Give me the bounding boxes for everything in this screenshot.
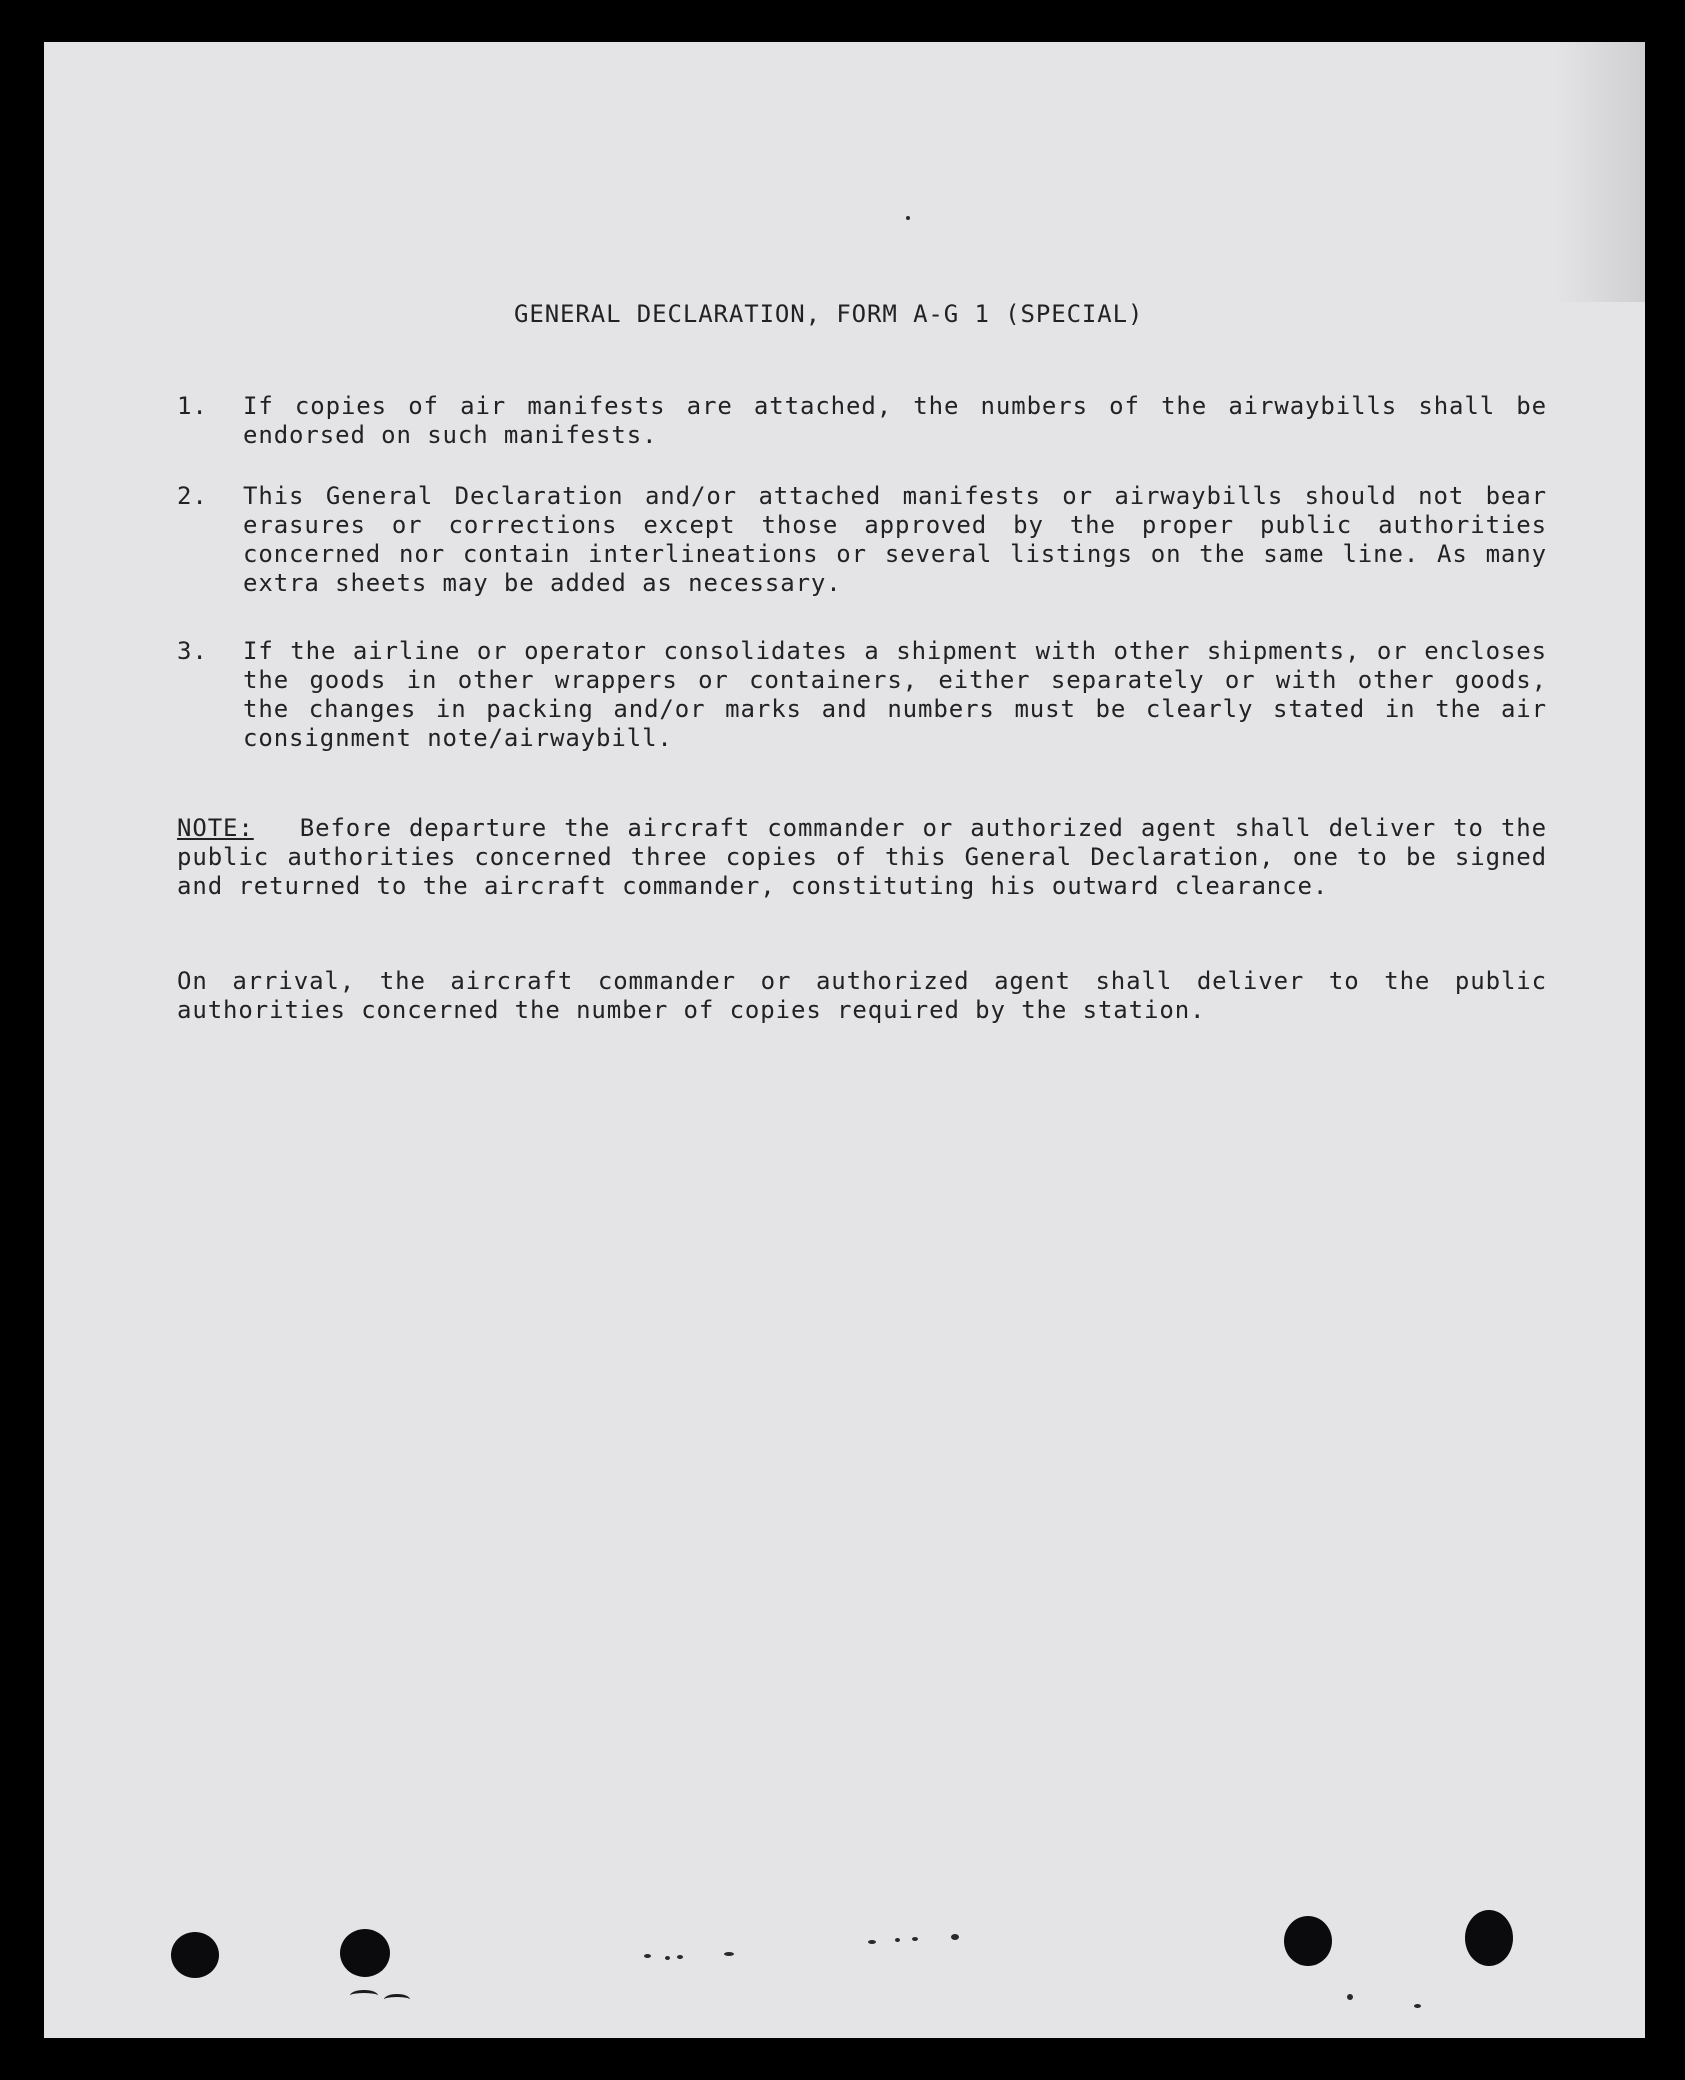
note-paragraph <box>177 814 1547 901</box>
item-text: If copies of air manifests are attached, the numbers of the airwaybills shall be endorsed on such manifests. <box>243 392 1547 449</box>
item-number: 3. <box>177 637 208 665</box>
page-edge-shadow <box>1555 42 1645 302</box>
scan-speck <box>868 1940 876 1944</box>
item-number: 2. <box>177 482 208 510</box>
scan-mark-stroke <box>350 1990 378 2001</box>
item-number: 1. <box>177 392 208 420</box>
document-title: GENERAL DECLARATION, FORM A-G 1 (SPECIAL) <box>514 300 1144 328</box>
note-text: Before departure the aircraft commander or authorized agent shall deliver to the public authorities concerned three copies of this General Declaration, one to be signed and returned to the aircraft commander, constituting his outward clearance. <box>177 814 1547 900</box>
punch-hole-mark <box>1284 1916 1332 1966</box>
scan-speck <box>912 1937 918 1941</box>
item-text: This General Declaration and/or attached manifests or airwaybills should not bear erasures or corrections except those approved by the proper public authorities concerned nor contain interlineations or several listings on the same line. As many extra sheets may be added as necessary. <box>243 482 1547 597</box>
note-label: NOTE: <box>177 814 254 842</box>
scan-speck <box>895 1938 900 1942</box>
scan-speck <box>644 1954 651 1958</box>
punch-hole-mark <box>340 1929 390 1977</box>
scan-speck <box>1347 1994 1353 2000</box>
punch-hole-mark <box>171 1932 219 1978</box>
scan-speck <box>724 1952 734 1956</box>
scan-speck <box>1414 2004 1421 2008</box>
arrival-paragraph: On arrival, the aircraft commander or authorized agent shall deliver to the public authorities concerned the number of copies required by the station. <box>177 967 1547 1024</box>
instruction-item-3 <box>177 637 1547 753</box>
instruction-item-2 <box>177 482 1547 598</box>
scan-mark-stroke <box>384 1994 410 2005</box>
document-page <box>44 42 1645 2038</box>
scan-speck <box>906 216 910 220</box>
item-text: If the airline or operator consolidates a shipment with other shipments, or encloses the goods in other wrappers or containers, either separately or with other goods, the changes in packing and/or marks and numbers must be clearly stated in the air consignment note/airwaybill. <box>243 637 1547 752</box>
punch-hole-mark <box>1465 1910 1513 1966</box>
scan-speck <box>951 1934 959 1940</box>
instruction-item-1 <box>177 392 1547 450</box>
scan-speck <box>665 1956 670 1960</box>
scan-speck <box>677 1955 683 1959</box>
